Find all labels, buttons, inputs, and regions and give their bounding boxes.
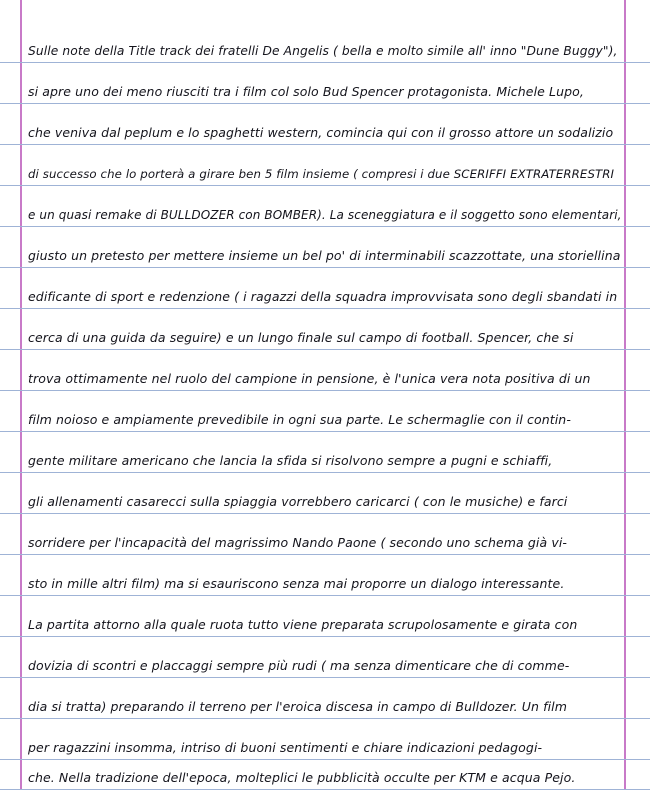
ruled-line <box>0 349 650 350</box>
handwritten-line-8: cerca di una guida da seguire) e un lungo finale sul campo di football. Spencer, che si <box>28 330 574 345</box>
handwritten-line-15: La partita attorno alla quale ruota tutto viene preparata scrupolosamente e girata con <box>28 617 578 632</box>
right-margin-line <box>624 0 626 790</box>
ruled-line <box>0 472 650 473</box>
ruled-line <box>0 595 650 596</box>
handwritten-line-4: di successo che lo porterà a girare ben 5 film insieme ( compresi i due SCERIFFI EXTRATERRESTRI <box>28 167 615 181</box>
ruled-line <box>0 267 650 268</box>
ruled-line <box>0 431 650 432</box>
ruled-line <box>0 62 650 63</box>
handwritten-line-12: gli allenamenti casarecci sulla spiaggia vorrebbero caricarci ( con le musiche) e farci <box>28 494 568 509</box>
ruled-line <box>0 390 650 391</box>
handwritten-line-19: che. Nella tradizione dell'epoca, molteplici le pubblicità occulte per KTM e acqua Pejo. <box>28 770 576 785</box>
ruled-line <box>0 226 650 227</box>
ruled-line <box>0 513 650 514</box>
ruled-line <box>0 759 650 760</box>
ruled-line <box>0 718 650 719</box>
ruled-line <box>0 308 650 309</box>
ruled-line <box>0 677 650 678</box>
ruled-line <box>0 103 650 104</box>
handwritten-line-16: dovizia di scontri e placcaggi sempre più rudi ( ma senza dimenticare che di comme- <box>28 658 570 673</box>
ruled-line <box>0 185 650 186</box>
left-margin-line <box>20 0 22 790</box>
handwritten-line-2: si apre uno dei meno riusciti tra i film col solo Bud Spencer protagonista. Michele Lupo, <box>28 84 584 99</box>
handwritten-line-9: trova ottimamente nel ruolo del campione in pensione, è l'unica vera nota positiva di un <box>28 371 591 386</box>
handwritten-line-10: film noioso e ampiamente prevedibile in ogni sua parte. Le schermaglie con il contin- <box>28 412 571 427</box>
handwritten-line-1: Sulle note della Title track dei fratelli De Angelis ( bella e molto simile all' inno "Dune Buggy"), <box>28 44 618 58</box>
handwritten-line-11: gente militare americano che lancia la sfida si risolvono sempre a pugni e schiaffi, <box>28 453 553 468</box>
handwritten-line-17: dia si tratta) preparando il terreno per l'eroica discesa in campo di Bulldozer. Un film <box>28 699 567 714</box>
handwritten-line-18: per ragazzini insomma, intriso di buoni sentimenti e chiare indicazioni pedagogi- <box>28 740 543 755</box>
handwritten-line-3: che veniva dal peplum e lo spaghetti western, comincia qui con il grosso attore un sodalizio <box>28 125 614 140</box>
handwritten-line-6: giusto un pretesto per mettere insieme un bel po' di interminabili scazzottate, una storiellina <box>28 248 621 263</box>
ruled-line <box>0 636 650 637</box>
handwritten-line-5: e un quasi remake di BULLDOZER con BOMBER). La sceneggiatura e il soggetto sono elementari, <box>28 208 622 222</box>
ruled-line <box>0 144 650 145</box>
handwritten-line-13: sorridere per l'incapacità del magrissimo Nando Paone ( secondo uno schema già vi- <box>28 535 568 550</box>
ruled-line <box>0 554 650 555</box>
handwritten-line-7: edificante di sport e redenzione ( i ragazzi della squadra improvvisata sono degli sbandati in <box>28 289 618 304</box>
handwritten-line-14: sto in mille altri film) ma si esauriscono senza mai proporre un dialogo interessante. <box>28 576 565 591</box>
